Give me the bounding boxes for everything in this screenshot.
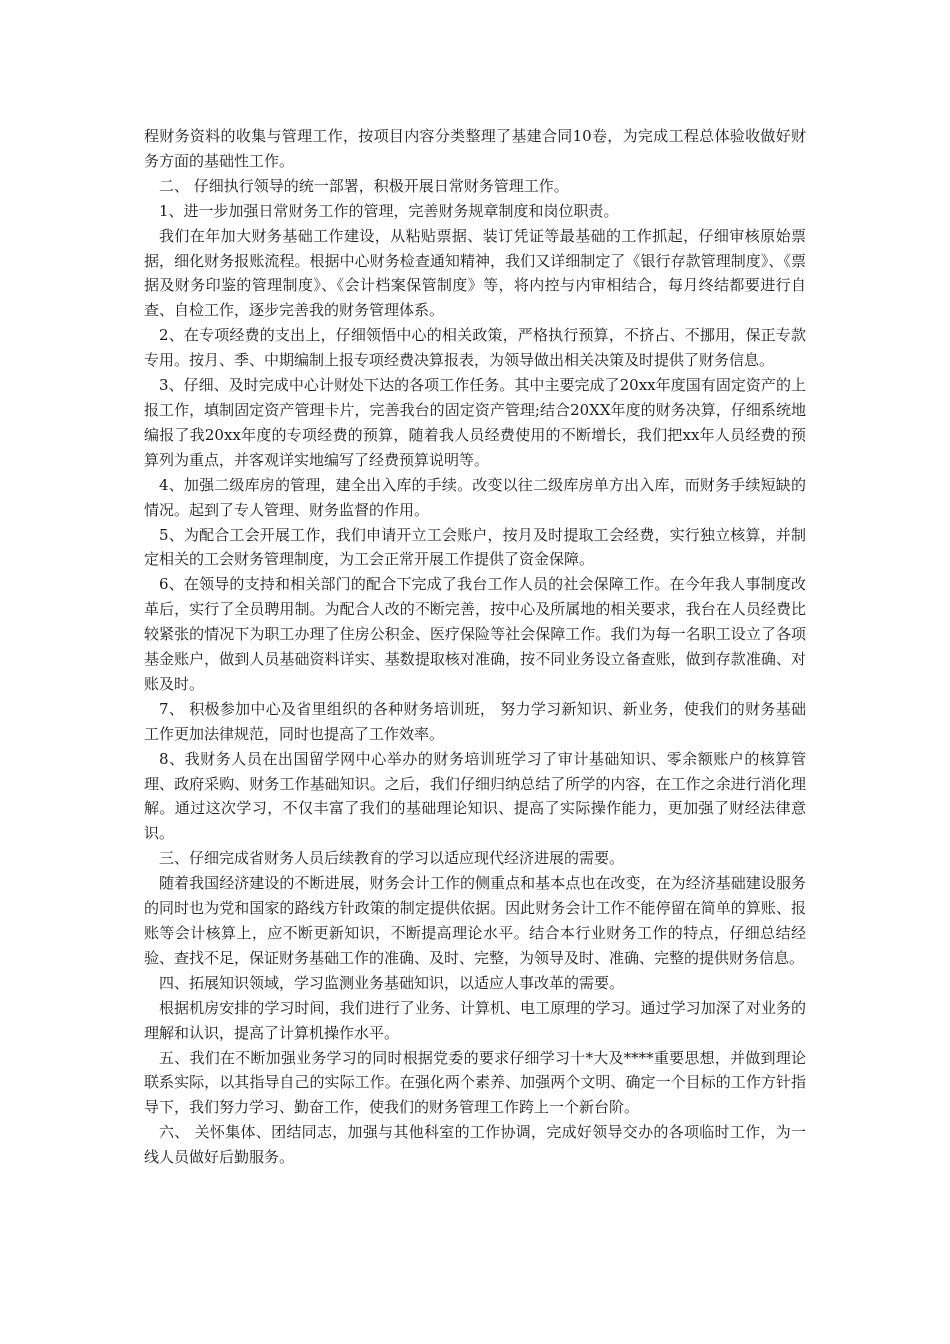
paragraph-learning-schedule: 根据机房安排的学习时间，我们进行了业务、计算机、电工原理的学习。通过学习加深了对业务的理解和认识，提高了计算机操作水平。 xyxy=(144,998,806,1042)
section-heading-3: 三、仔细完成省财务人员后续教育的学习以适应现代经济进展的需要。 xyxy=(159,849,625,868)
section-heading-2: 二、 仔细执行领导的统一部署，积极开展日常财务管理工作。 xyxy=(159,176,569,195)
paragraph-regulations: 我们在年加大财务基础工作建设，从粘贴票据、装订凭证等最基础的工作抓起，仔细审核原始票据，细化财务报账流程。根据中心财务检查通知精神，我们又详细制定了《银行存款管理制度》、《票据及财务印鉴的管理制度》、《会计档案保管制度》等，将内控与内审相结合，每月终结都要进行自查、自检工作，逐步完善我的财务管理体系。 xyxy=(144,226,806,320)
item-5-union: 5、为配合工会开展工作，我们申请开立工会账户，按月及时提取工会经费，实行独立核算，并制定相关的工会财务管理制度，为工会正常开展工作提供了资金保障。 xyxy=(144,525,806,569)
item-6-social-security: 6、在领导的支持和相关部门的配合下完成了我台工作人员的社会保障工作。在今年我人事制度改革后，实行了全员聘用制。为配合人改的不断完善，按中心及所属地的相关要求，我台在人员经费比较紧张的情况下为职工办理了住房公积金、医疗保险等社会保障工作。我们为每一名职工设立了各项基金账户，做到人员基础资料详实、基数提取核对准确，按不同业务设立备查账，做到存款准确、对账及时。 xyxy=(144,575,806,693)
section-5-party-study: 五、我们在不断加强业务学习的同时根据党委的要求仔细学习十*大及****重要思想，并做到理论联系实际，以其指导自己的实际工作。在强化两个素养、加强两个文明、确定一个目标的工作方针指导下，我们努力学习、勤奋工作，使我们的财务管理工作跨上一个新台阶。 xyxy=(144,1048,806,1117)
item-1-heading: 1、进一步加强日常财务工作的管理，完善财务规章制度和岗位职责。 xyxy=(159,201,619,220)
item-8-study: 8、我财务人员在出国留学网中心举办的财务培训班学习了审计基础知识、零余额账户的核算管理、政府采购、财务工作基础知识。之后，我们仔细归纳总结了所学的内容，在工作之余进行消化理解。通过这次学习，不仅丰富了我们的基础理论知识、提高了实际操作能力，更加强了财经法律意识。 xyxy=(144,749,806,843)
document-body xyxy=(144,124,806,1170)
item-7-training: 7、 积极参加中心及省里组织的各种财务培训班， 努力学习新知识、新业务，使我们的财务基础工作更加法律规范，同时也提高了工作效率。 xyxy=(144,699,806,743)
item-2-special-funds: 2、在专项经费的支出上，仔细领悟中心的相关政策，严格执行预算，不挤占、不挪用，保正专款专用。按月、季、中期编制上报专项经费决算报表，为领导做出相关决策及时提供了财务信息。 xyxy=(144,326,806,370)
item-3-tasks: 3、仔细、及时完成中心计财处下达的各项工作任务。其中主要完成了20xx年度国有固定资产的上报工作，填制固定资产管理卡片，完善我台的固定资产管理;结合20XX年度的财务决算，仔细系统地编报了我20xx年度的专项经费的预算，随着我人员经费使用的不断增长，我们把xx年人员经费的预算列为重点，并客观详实地编写了经费预算说明等。 xyxy=(144,376,806,469)
paragraph-economic-development: 随着我国经济建设的不断进展，财务会计工作的侧重点和基本点也在改变，在为经济基础建设服务的同时也为党和国家的路线方针政策的制定提供依据。因此财务会计工作不能停留在简单的算账、报账等会计核算上，应不断更新知识，不断提高理论水平。结合本行业财务工作的特点，仔细总结经验、查找不足，保证财务基础工作的准确、及时、完整，为领导及时、准确、完整的提供财务信息。 xyxy=(144,874,806,967)
section-6-collective: 六、 关怀集体、团结同志，加强与其他科室的工作协调，完成好领导交办的各项临时工作，为一线人员做好后勤服务。 xyxy=(144,1123,806,1167)
item-4-warehouse: 4、加强二级库房的管理，建全出入库的手续。改变以往二级库房单方出入库，而财务手续短缺的情况。起到了专人管理、财务监督的作用。 xyxy=(144,475,806,519)
section-heading-4: 四、拓展知识领域，学习监测业务基础知识，以适应人事改革的需要。 xyxy=(159,973,625,992)
paragraph-continuation: 程财务资料的收集与管理工作，按项目内容分类整理了基建合同10卷，为完成工程总体验收做好财务方面的基础性工作。 xyxy=(144,127,806,170)
